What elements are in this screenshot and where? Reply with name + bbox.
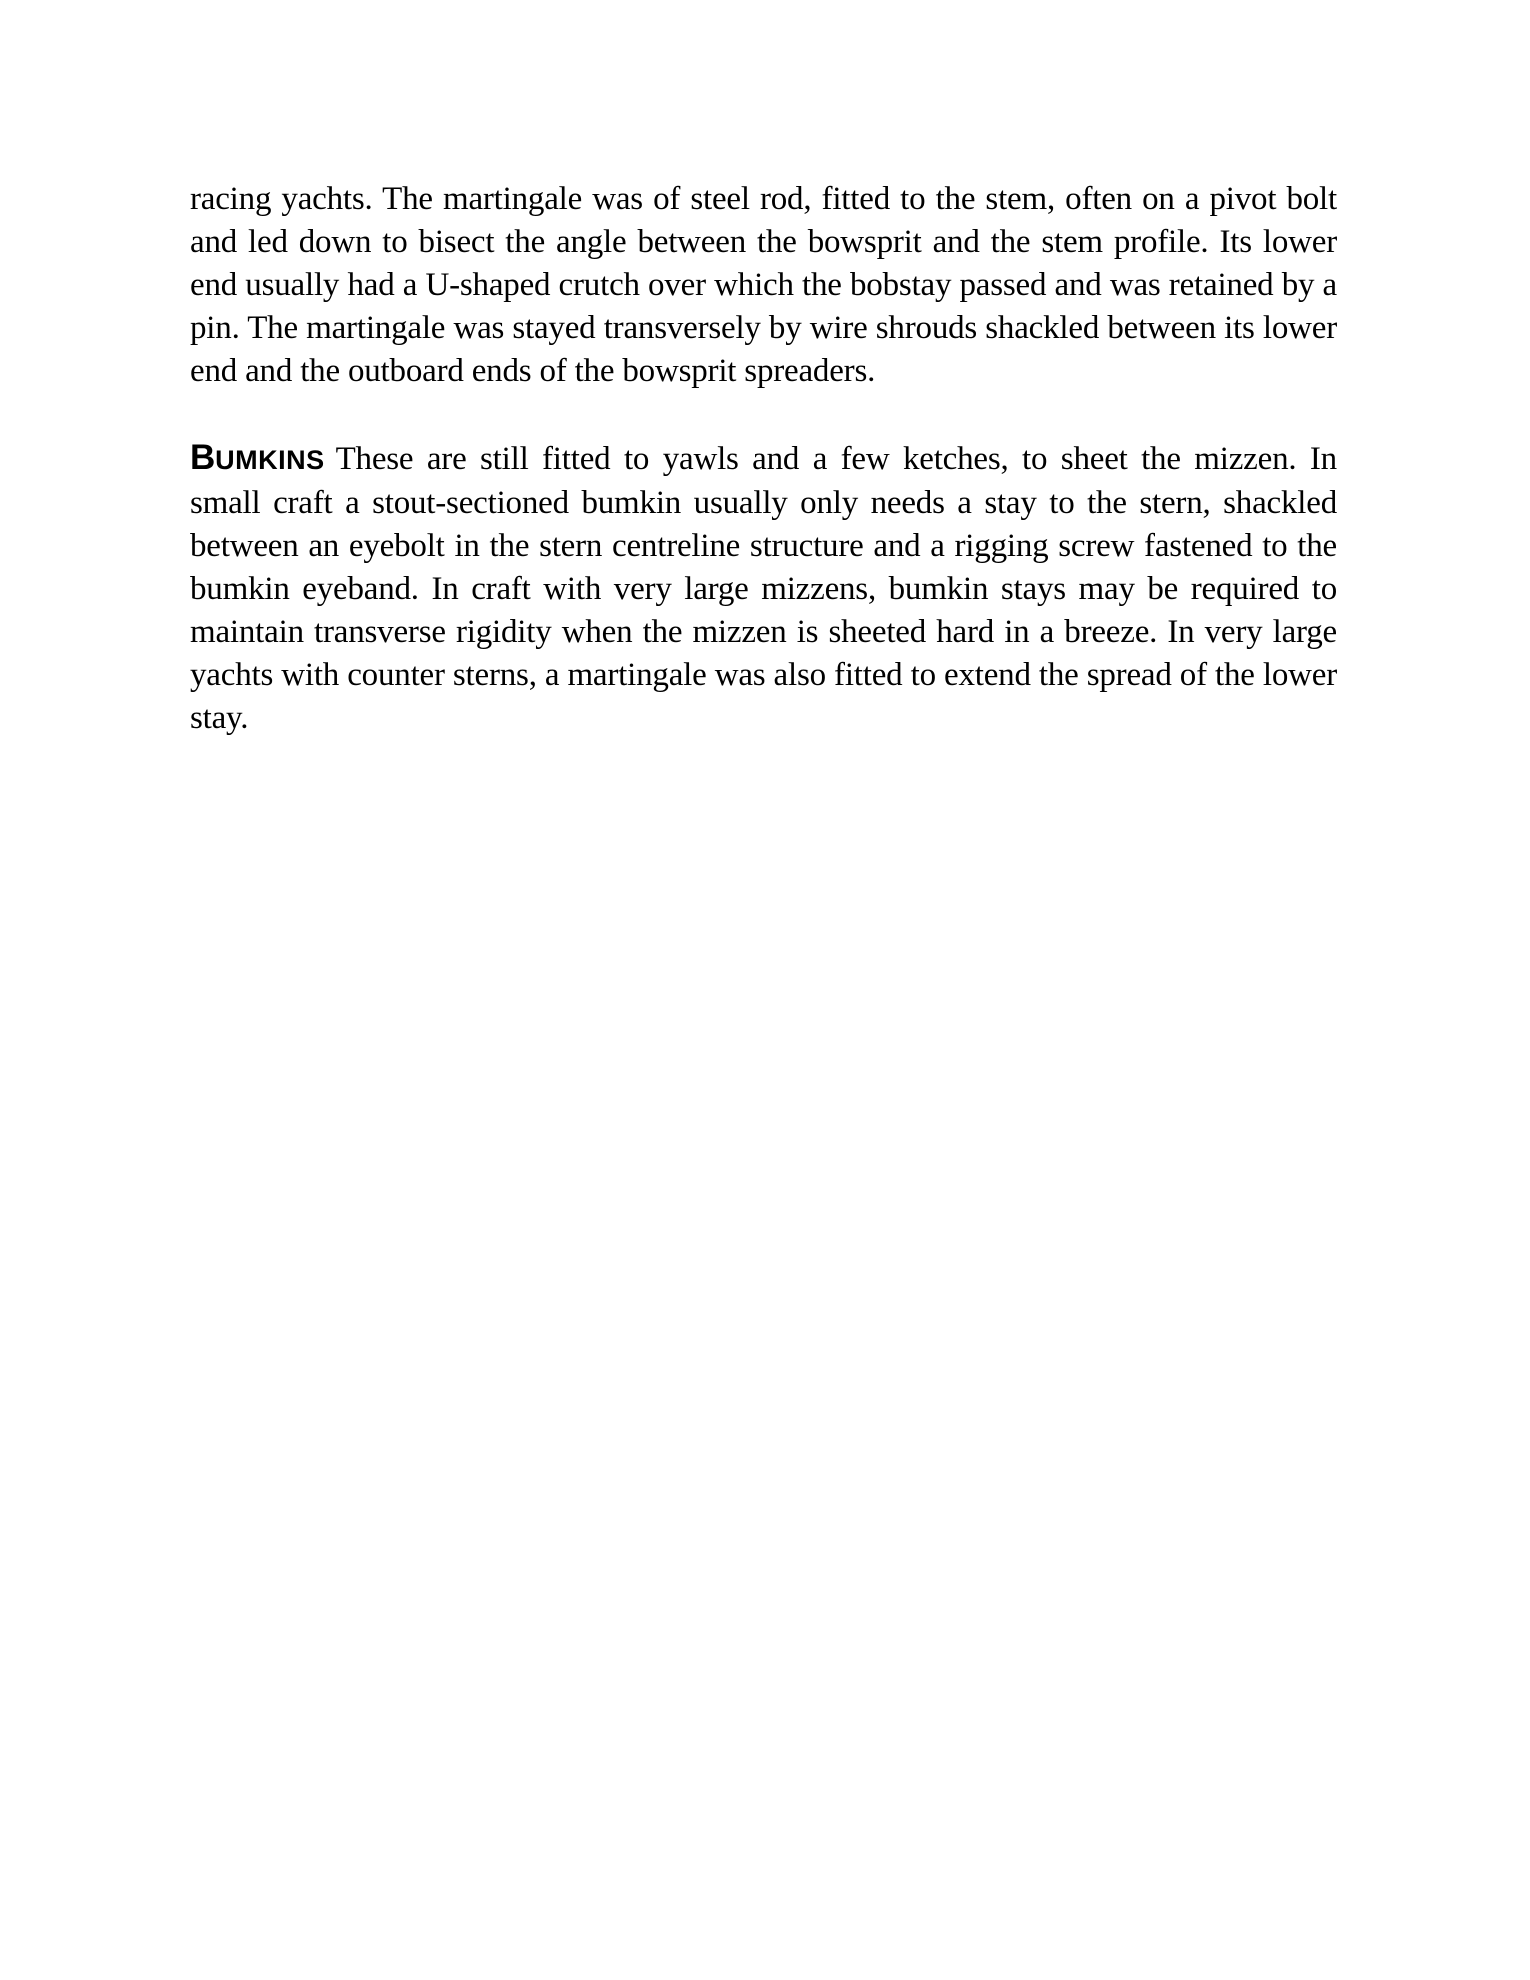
paragraph-martingale-text: racing yachts. The martingale was of steel rod, fitted to the stem, often on a pivot bolt and led down to bisect the angle between the bowsprit and the stem profile. Its lower end usually had a U-shaped crutch over which the bobstay passed and was retained by a pin. The martingale was stayed transversely by wire shrouds shackled between its lower end and the outboard ends of the bowsprit spreaders. [190,181,1337,389]
section-heading-rest: UMKINS [215,445,325,475]
paragraph-martingale [190,178,1337,393]
paragraph-bumkins [190,436,1337,740]
paragraph-bumkins-text: These are still fitted to yawls and a few ketches, to sheet the mizzen. In small craft a stout-sectioned bumkin usually only needs a stay to the stern, shackled between an eyebolt in the stern centreline structure and a rigging screw fastened to the bumkin eyeband. In craft with very large mizzens, bumkin stays may be required to maintain transverse rigidity when the mizzen is sheeted hard in a breeze. In very large yachts with counter sterns, a martingale was also fitted to extend the spread of the lower stay. [190,441,1337,736]
section-heading-bumkins [190,439,325,476]
section-heading-initial: B [190,438,216,477]
